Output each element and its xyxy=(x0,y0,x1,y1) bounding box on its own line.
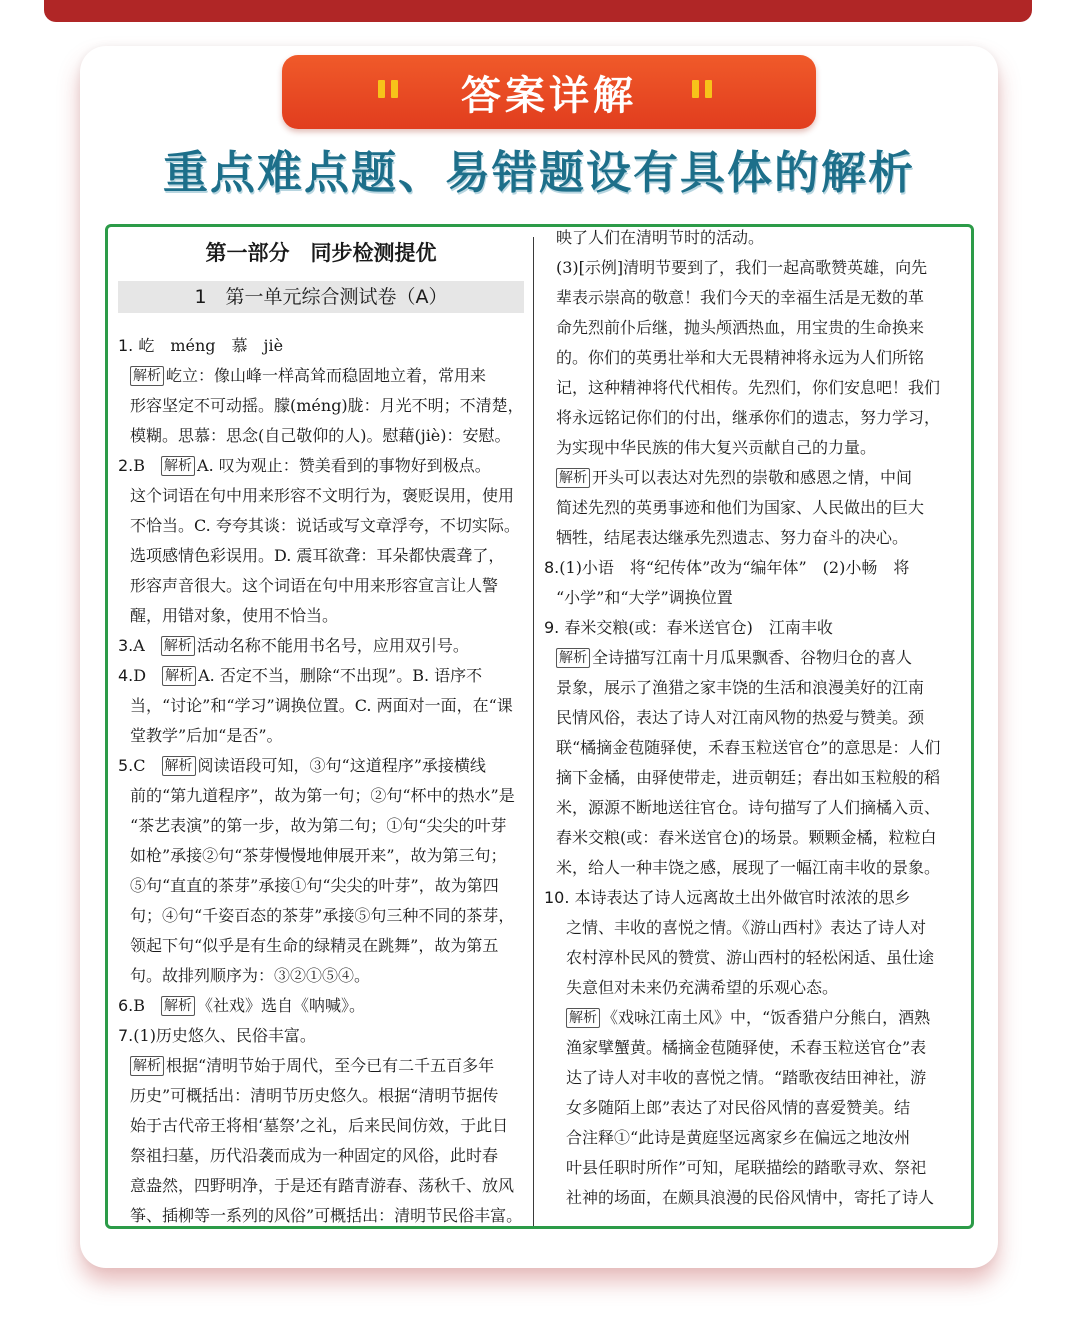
part-title: 第一部分 同步检测提优 xyxy=(205,241,437,265)
analysis-7-3: 解析 开头可以表达对先烈的崇敬和感恩之情，中间 xyxy=(544,463,956,493)
analysis-line: 醒，用错对象，使用不恰当。 xyxy=(130,606,339,625)
analysis-line: 祭祖扫墓，历代沿袭而成为一种固定的风俗，此时春 xyxy=(130,1146,499,1165)
analysis-line: 如枪”承接②句“茶芽慢慢地伸展开来”，故为第三句； xyxy=(130,846,507,865)
analysis-line: 始于古代帝王将相‘墓祭’之礼，后来民间仿效，于此日 xyxy=(130,1116,509,1135)
analysis-line: 摘下金橘，由驿使带走，进贡朝廷；舂出如玉粒般的稻 xyxy=(556,768,941,787)
answer-line: 失意但对未来仍充满希望的乐观心态。 xyxy=(566,978,839,997)
analysis-tag: 解析 xyxy=(130,366,164,386)
analysis-line: 句；④句“千姿百态的茶芽”承接⑤句三种不同的茶芽， xyxy=(130,906,515,925)
answer-9: 9. 春米交粮(或：春米送官仓) 江南丰收 xyxy=(544,618,833,637)
analysis-line: 形容坚定不可动摇。朦(méng)胧：月光不明；不清楚， xyxy=(130,396,524,415)
column-divider xyxy=(533,237,534,1227)
quote-mark-left-icon xyxy=(378,80,402,100)
analysis-line: 历史”可概括出：清明节历史悠久。根据“清明节据传 xyxy=(130,1086,499,1105)
analysis-tag: 解析 xyxy=(161,456,195,476)
analysis-line: “茶艺表演”的第一步，故为第二句；①句“尖尖的叶芽 xyxy=(130,816,507,835)
analysis-tag: 解析 xyxy=(130,1056,164,1076)
analysis-line: 舂米交粮(或：舂米送官仓)的场景。颗颗金橘，粒粒白 xyxy=(556,828,937,847)
answer-4: 4.D 解析 A. 否定不当，删除“不出现”。B. 语序不 xyxy=(118,666,483,685)
analysis-line: 意盎然，四野明净，于是还有踏青游春、荡秋千、放风 xyxy=(130,1176,515,1195)
analysis-line: 渔家擘蟹黄。橘摘金苞随驿使，禾舂玉粒送官仓”表 xyxy=(566,1038,927,1057)
analysis-line: 这个词语在句中用来形容不文明行为，褒贬误用，使用 xyxy=(130,486,515,505)
answer-line: 之情、丰收的喜悦之情。《游山西村》表达了诗人对 xyxy=(566,918,927,937)
quote-mark-right-icon xyxy=(692,80,716,100)
answer-2: 2.B 解析 A. 叹为观止：赞美看到的事物好到极点。 xyxy=(118,456,491,475)
answer-line: 映了人们在清明节时的活动。 xyxy=(556,228,765,247)
answer-document xyxy=(105,224,974,1229)
analysis-10: 解析 《戏咏江南土风》中，“饭香猎户分熊白，酒熟 xyxy=(544,1003,956,1033)
analysis-line: ⑤句“直直的茶芽”承接①句“尖尖的叶芽”，故为第四 xyxy=(130,876,499,895)
analysis-line: 联“橘摘金苞随驿使，禾舂玉粒送官仓”的意思是：人们 xyxy=(556,738,941,757)
answer-line: (3)[示例]清明节要到了，我们一起高歌赞英雄，向先 xyxy=(556,258,928,277)
analysis-1: 解析 屹立：像山峰一样高耸而稳固地立着，常用来 xyxy=(118,361,524,391)
analysis-tag: 解析 xyxy=(161,636,195,656)
answer-5: 5.C 解析 阅读语段可知，③句“这道程序”承接横线 xyxy=(118,756,486,775)
analysis-line: 领起下句“似乎是有生命的绿精灵在跳舞”，故为第五 xyxy=(130,936,499,955)
analysis-9: 解析 全诗描写江南十月瓜果飘香、谷物归仓的喜人 xyxy=(544,643,956,673)
analysis-line: 堂教学”后加“是否”。 xyxy=(130,726,283,745)
answer-1: 1. 屹 méng 慕 jiè xyxy=(118,336,284,355)
answer-line: 命先烈前仆后继，抛头颅洒热血，用宝贵的生命换来 xyxy=(556,318,925,337)
analysis-tag: 解析 xyxy=(556,468,590,488)
analysis-line: 不恰当。C. 夸夸其谈：说话或写文章浮夸，不切实际。 xyxy=(130,516,520,535)
answer-line: 为实现中华民族的伟大复兴贡献自己的力量。 xyxy=(556,438,877,457)
analysis-line: 牺牲，结尾表达继承先烈遗志、努力奋斗的决心。 xyxy=(556,528,909,547)
analysis-line: 形容声音很大。这个词语在句中用来形容宣言让人警 xyxy=(130,576,499,595)
answer-7: 7.(1)历史悠久、民俗丰富。 xyxy=(118,1026,316,1045)
analysis-line: 社神的场面，在颇具浪漫的民俗风情中，寄托了诗人 xyxy=(566,1188,935,1207)
analysis-line: 米，源源不断地送往官仓。诗句描写了人们摘橘入贡、 xyxy=(556,798,941,817)
banner-title: 答案详解 xyxy=(461,72,637,119)
answer-3: 3.A 解析 活动名称不能用书名号，应用双引号。 xyxy=(118,636,469,655)
answer-8: 8.(1)小语 将“纪传体”改为“编年体” (2)小畅 将 xyxy=(544,558,910,577)
top-red-bar xyxy=(44,0,1032,22)
answer-line: 辈表示崇高的敬意！我们今天的幸福生活是无数的革 xyxy=(556,288,925,307)
analysis-line: 简述先烈的英勇事迹和他们为国家、人民做出的巨大 xyxy=(556,498,925,517)
analysis-tag: 解析 xyxy=(162,666,196,686)
analysis-line: 民情风俗，表达了诗人对江南风物的热爱与赞美。颈 xyxy=(556,708,925,727)
analysis-7: 解析 根据“清明节始于周代，至今已有二千五百多年 xyxy=(118,1051,524,1081)
headline: 重点难点题、易错题设有具体的解析 xyxy=(162,146,915,199)
analysis-line: 米，给人一种丰饶之感，展现了一幅江南丰收的景象。 xyxy=(556,858,941,877)
analysis-line: 达了诗人对丰收的喜悦之情。“踏歌夜结田神社，游 xyxy=(566,1068,927,1087)
analysis-tag: 解析 xyxy=(162,756,196,776)
analysis-line: 当，“讨论”和“学习”调换位置。C. 两面对一面，在“课 xyxy=(130,696,513,715)
analysis-line: 女多随陌上郎”表达了对民俗风情的喜爱赞美。结 xyxy=(566,1098,911,1117)
analysis-tag: 解析 xyxy=(556,648,590,668)
left-column xyxy=(118,227,524,1229)
right-column xyxy=(544,227,956,1213)
analysis-line: 景象，展示了渔猎之家丰饶的生活和浪漫美好的江南 xyxy=(556,678,925,697)
answer-line: 将永远铭记你们的付出，继承你们的遗志，努力学习， xyxy=(556,408,941,427)
analysis-line: 叶县任职时所作”可知，尾联描绘的踏歌寻欢、祭祀 xyxy=(566,1158,927,1177)
answer-line: 记，这种精神将代代相传。先烈们，你们安息吧！我们 xyxy=(556,378,941,397)
analysis-line: 选项感情色彩误用。D. 震耳欲聋：耳朵都快震聋了， xyxy=(130,546,505,565)
answer-line: “小学”和“大学”调换位置 xyxy=(556,588,733,607)
analysis-line: 前的“第九道程序”，故为第一句；②句“杯中的热水”是 xyxy=(130,786,515,805)
analysis-tag: 解析 xyxy=(566,1008,600,1028)
answer-6: 6.B 解析 《社戏》选自《呐喊》。 xyxy=(118,996,366,1015)
answer-line: 的。你们的英勇壮举和大无畏精神将永远为人们所铭 xyxy=(556,348,925,367)
analysis-tag: 解析 xyxy=(161,996,195,1016)
unit-title: 1 第一单元综合测试卷（A） xyxy=(118,281,524,313)
analysis-line: 合注释①“此诗是黄庭坚远离家乡在偏远之地汝州 xyxy=(566,1128,911,1147)
analysis-line: 模糊。思慕：思念(自己敬仰的人)。慰藉(jiè)：安慰。 xyxy=(130,426,511,445)
answer-banner xyxy=(282,55,816,129)
analysis-line: 句。故排列顺序为：③②①⑤④。 xyxy=(130,966,371,985)
analysis-line: 筝、插柳等一系列的风俗”可概括出：清明节民俗丰富。 xyxy=(130,1206,523,1225)
answer-10: 10. 本诗表达了诗人远离故土出外做官时浓浓的思乡 xyxy=(544,888,911,907)
answer-line: 农村淳朴民风的赞赏、游山西村的轻松闲适、虽仕途 xyxy=(566,948,935,967)
